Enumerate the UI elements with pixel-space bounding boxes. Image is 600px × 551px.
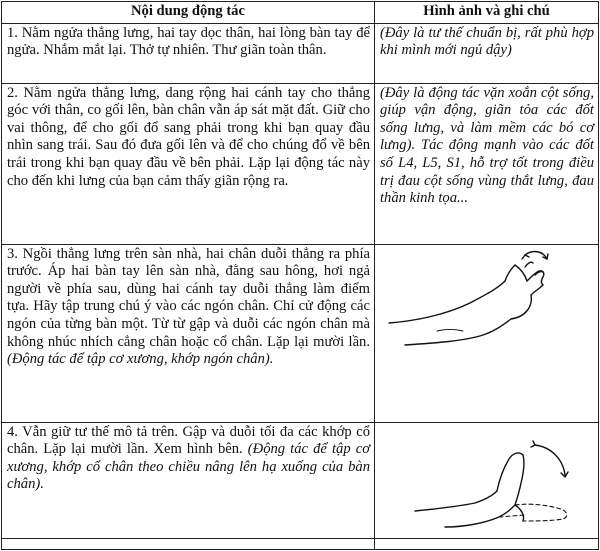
step-3-text [2, 244, 375, 422]
step-2-text: 2. Nằm ngửa thẳng lưng, dang rộng hai cánh tay cho thẳng góc với thân, co gối lên, bàn chân vẫn áp sát mặt đất. Giữ cho vai thông, để cho gối đổ sang phải trong khi bạn quay đầu nhìn sang trái. Sau đó đưa gối lên và để cho chúng đổ về bên trái trong khi bạn quay đầu về bên phải. Lặp lại động tác này cho đến khi lưng của bạn cảm thấy giãn rộng ra. [2, 83, 375, 244]
step-3-note: (Động tác để tập cơ xương, khớp ngón chân). [7, 351, 274, 368]
table-row [2, 538, 599, 549]
foot-toe-flex-illustration [375, 245, 599, 420]
empty-cell [2, 538, 375, 549]
step-4-note: (Động tác để tập cơ xương, khớp cổ chân theo chiều nâng lên hạ xuống của bàn chân). [7, 441, 370, 493]
ankle-exercise-image-cell [375, 422, 599, 538]
step-4-instructions: 4. Vẫn giữ tư thế mô tả trên. Gập và duỗi tối đa các khớp cổ chân. Lặp lại mười lần. Xem hình bên. [7, 423, 370, 458]
step-1-text: 1. Nằm ngửa thẳng lưng, hai tay dọc thân, hai lòng bàn tay để ngửa. Nhắm mắt lại. Thở tự nhiên. Thư giãn toàn thân. [2, 23, 375, 83]
table-header-row [2, 2, 599, 24]
step-1-note: (Đây là tư thế chuẩn bị, rất phù hợp khi mình mới ngủ dậy) [375, 23, 599, 83]
step-2-note: (Đây là động tác vặn xoắn cột sống, giúp vận động, giãn tỏa các đốt sống lưng, và làm mềm các bó cơ lưng). Tác động mạnh vào các đốt số L4, L5, S1, hỗ trợ tốt trong điều trị đau cột sống vùng thắt lưng, đau thần kinh tọa... [375, 83, 599, 244]
table-row [2, 422, 599, 538]
table-row [2, 244, 599, 422]
empty-cell [375, 538, 599, 549]
exercise-table [1, 1, 599, 550]
foot-ankle-flex-illustration [375, 423, 599, 536]
table-row [2, 23, 599, 83]
header-images-notes: Hình ảnh và ghi chú [375, 2, 599, 24]
header-content: Nội dung động tác [2, 2, 375, 24]
table-row [2, 83, 599, 244]
toe-exercise-image-cell [375, 244, 599, 422]
step-3-instructions: 3. Ngồi thẳng lưng trên sàn nhà, hai chân duỗi thẳng ra phía trước. Áp hai bàn tay lên sàn nhà, đằng sau hông, hơi ngả người về phía sau, dùng hai cánh tay duỗi thẳng làm điểm tựa. Hãy tập trung chú ý vào các ngón chân. Chỉ cử động các ngón của từng bàn một. Từ từ gập và duỗi các ngón chân mà không nhúc nhích cẳng chân hoặc cổ chân. Lặp lại mười lần. [7, 245, 370, 350]
step-4-text [2, 422, 375, 538]
